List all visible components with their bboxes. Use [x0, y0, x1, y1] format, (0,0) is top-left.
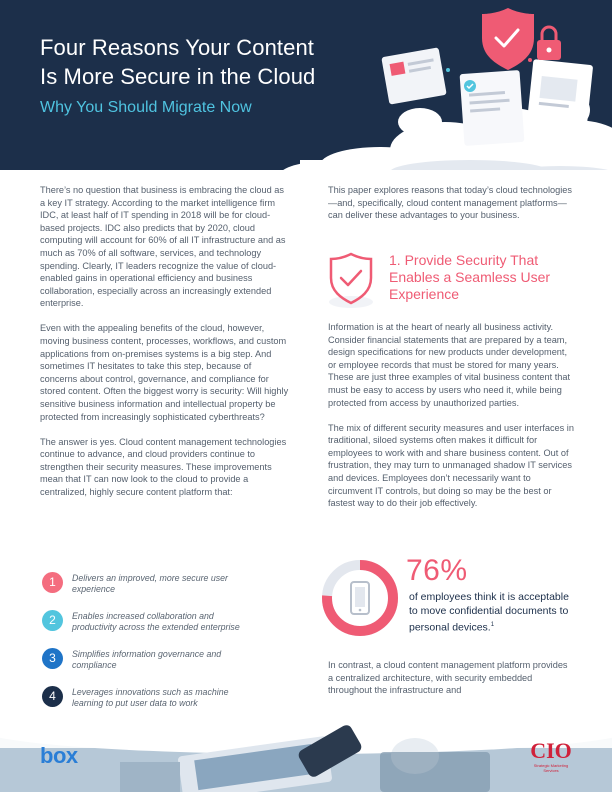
paragraph: Even with the appealing benefits of the cloud, however, moving business content, processes, workflows, and custom applications from on-premises systems is a big step. And sometimes IT hesitates to take this step, because of concerns about control, governance, and compliance for stored content. Often the biggest worry is security: Will highly sensitive business information and intellectual property be protected from increasingly sophisticated cyberthreats?	[40, 323, 289, 422]
title-line-1: Four Reasons Your Content	[40, 35, 315, 60]
shield-check-icon	[326, 250, 376, 310]
right-column-intro	[328, 184, 574, 234]
paragraph: In contrast, a cloud content management platform provides a centralized architecture, with security embedded throughout the infrastructure and	[328, 660, 568, 696]
page-title	[40, 33, 315, 91]
benefit-text: Simplifies information governance and compliance	[72, 649, 222, 670]
left-column	[40, 184, 290, 511]
box-logo[interactable]: box	[40, 743, 78, 768]
right-column-body	[328, 321, 574, 522]
benefit-text: Leverages innovations such as machine learning to put user data to work	[72, 687, 229, 708]
stat-text: of employees think it is acceptable to move confidential documents to personal devices.	[409, 591, 569, 634]
cio-logo[interactable]	[529, 738, 573, 773]
lock-icon	[537, 27, 561, 60]
section-heading: 1. Provide Security That Enables a Seamless User Experience	[389, 252, 551, 302]
number-badge: 1	[42, 572, 63, 593]
benefit-text: Enables increased collaboration and productivity across the extended enterprise	[72, 611, 240, 632]
page-subtitle: Why You Should Migrate Now	[40, 99, 252, 116]
shield-icon	[482, 8, 534, 70]
list-item	[42, 570, 282, 608]
list-item	[42, 646, 282, 684]
benefits-list	[42, 570, 282, 722]
footnote-marker: 1	[490, 622, 495, 628]
cio-tagline: Strategic Marketing Services	[533, 763, 569, 773]
intro-paragraph: This paper explores reasons that today’s cloud technologies—and, specifically, cloud content management platforms—can deliver these advantages to your business.	[328, 185, 572, 221]
footer-banner	[0, 722, 612, 792]
document-icon	[381, 47, 446, 104]
stat-description	[409, 590, 579, 635]
benefit-text: Delivers an improved, more secure user experience	[72, 573, 228, 594]
header-banner	[0, 0, 612, 170]
number-badge: 4	[42, 686, 63, 707]
phone-icon	[351, 582, 369, 614]
paragraph: The answer is yes. Cloud content management technologies continue to advance, and cloud providers continue to strengthen their security measures. These improvements mean that IT can now look to the cloud to provide a centralized, highly secure content platform that:	[40, 436, 287, 498]
list-item	[42, 684, 282, 722]
stat-donut	[320, 558, 400, 638]
title-line-2: Is More Secure in the Cloud	[40, 64, 316, 89]
right-column-closing	[328, 659, 574, 709]
cio-logo-text: CIO	[530, 738, 572, 763]
number-badge: 3	[42, 648, 63, 669]
document-icon	[460, 70, 525, 146]
number-badge: 2	[42, 610, 63, 631]
desk-photo	[0, 722, 612, 792]
paragraph: The mix of different security measures and user interfaces in traditional, siloed systems often makes it difficult for employees to work with and share business content. Out of frustration, they may turn to unmanaged shadow IT services and devices. Employees don’t necessarily want to circumvent IT controls, but doing so may be the best or fastest way to do their job effectively.	[328, 422, 574, 509]
paragraph: There’s no question that business is embracing the cloud as a key IT strategy. According to the market intelligence firm IDC, at least half of IT spending in 2018 will be for cloud-based projects. IDC also predicts that by 2020, cloud computing will account for 60% of all IT infrastructure and as much as 70% of all software, services, and technology spending. Clearly, IT leaders recognize the value of cloud-enabled gains in operational efficiency and business collaboration, especially across an increasingly extended enterprise.	[40, 185, 286, 309]
paragraph: Information is at the heart of nearly all business activity. Consider financial statements that are prepared by a team, design specifications for new products under development, or employee records that must be stored for many years. These are just three examples of vital business content that must be easy to access by users who need it, while being protected from access by unauthorized parties.	[328, 322, 571, 408]
document-icon	[527, 59, 593, 129]
stat-value: 76%	[406, 554, 468, 587]
list-item	[42, 608, 282, 646]
